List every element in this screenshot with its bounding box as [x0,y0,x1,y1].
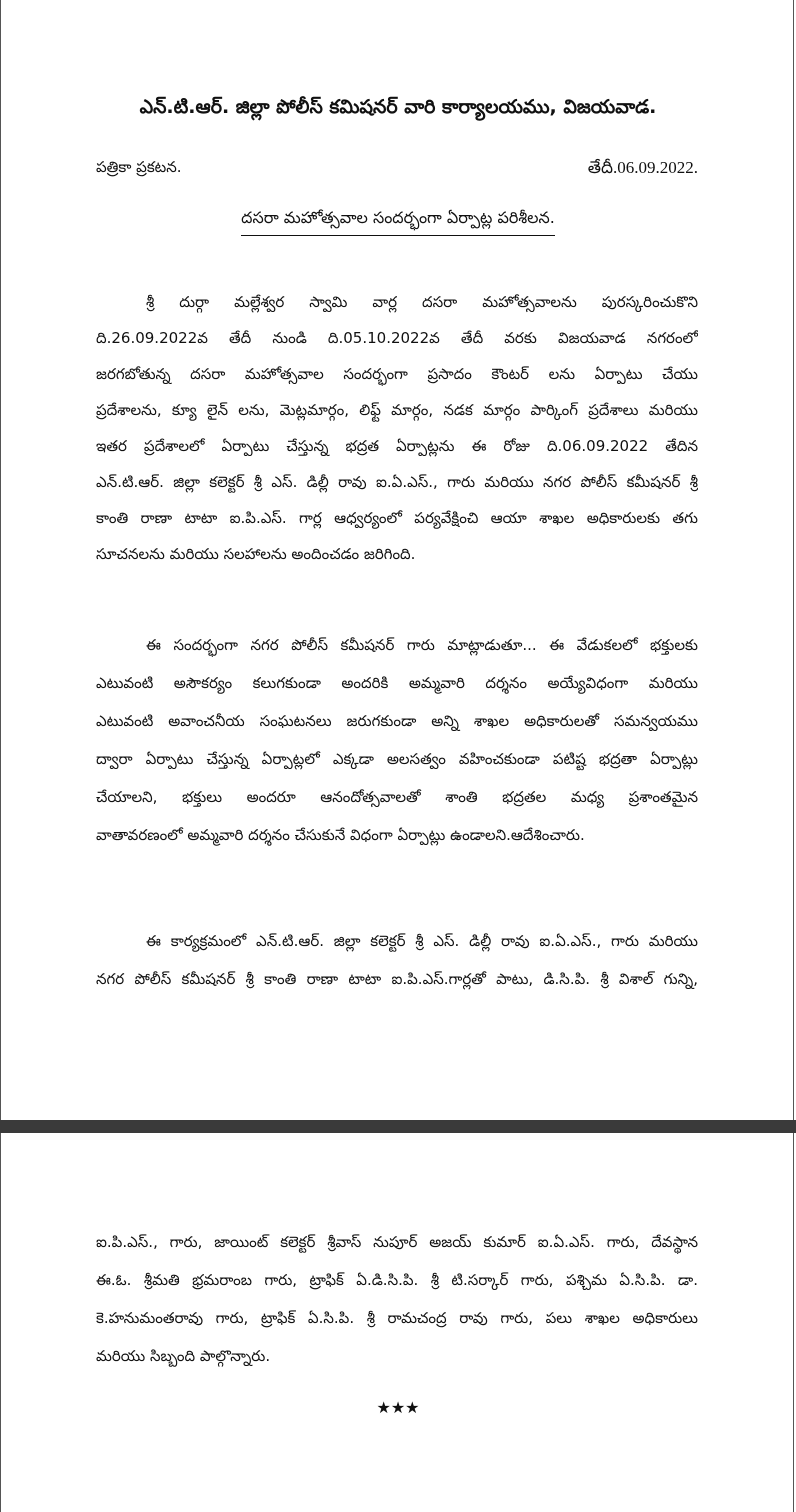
end-mark: ★★★ [376,1398,420,1417]
paragraph-line: మరియు సిబ్బంది పాల్గొన్నారు. [96,1347,271,1365]
paragraph-line: కె.హనుమంతరావు గారు, ట్రాఫిక్ ఏ.సి.పి. శ్రీ రామచంద్ర రావు గారు, పలు శాఖల అధికారులు [96,1309,698,1327]
paragraph-line: ఈ.ఓ. శ్రీమతి భ్రమరాంబ గారు, ట్రాఫిక్ ఏ.డి.సి.పి. శ్రీ టి.సర్కార్ గారు, పశ్చిమ ఏ.సి.పి. డా. [96,1271,698,1289]
paragraph-2 [96,626,698,854]
paragraph-4 [96,1223,698,1375]
paragraph-line: కాంతి రాణా టాటా ఐ.పి.ఎస్. గార్ల ఆధ్వర్యంలో పర్యవేక్షించి ఆయా శాఖల అధికారులకు తగు [96,509,698,527]
paragraph-line: ది.26.09.2022వ తేదీ నుండి ది.05.10.2022వ తేదీ వరకు విజయవాడ నగరంలో [96,329,698,347]
press-release-label: పత్రికా ప్రకటన. [96,158,182,176]
subject-heading: దసరా మహోత్సవాల సందర్భంగా ఏర్పాట్ల పరిశీలన. [241,208,555,236]
paragraph-line: సూచనలను మరియు సలహాలను అందించడం జరిగింది. [96,545,416,563]
page-separator [0,1120,796,1133]
paragraph-line: ఐ.పి.ఎస్., గారు, జాయింట్ కలెక్టర్ శ్రీవాస్ నుపూర్ అజయ్ కుమార్ ఐ.ఏ.ఎస్. గారు, దేవస్థాన [96,1233,698,1251]
paragraph-3 [96,922,698,998]
header-row [96,158,698,182]
document-title: ఎన్.టి.ఆర్. జిల్లా పోలీస్ కమిషనర్ వారి కార్యాలయము, విజయవాడ. [139,96,657,118]
paragraph-line: శ్రీ దుర్గా మల్లేశ్వర స్వామి వార్ల దసరా మహోత్సవాలను పురస్కరించుకొని [146,293,698,311]
paragraph-line: ఎన్.టి.ఆర్. జిల్లా కలెక్టర్ శ్రీ ఎస్. డిల్లీ రావు ఐ.ఏ.ఎస్., గారు మరియు నగర పోలీస్ కమీషనర్ శ్రీ [96,473,698,491]
subject-wrap [0,208,796,236]
paragraph-line: ఎటువంటి అసౌకర్యం కలుగకుండా అందరికి అమ్మవారి దర్శనం అయ్యేవిధంగా మరియు [96,674,698,692]
paragraph-line: ఇతర ప్రదేశాలలో ఏర్పాటు చేస్తున్న భద్రత ఏర్పాట్లను ఈ రోజు ది.06.09.2022 తేదిన [96,437,698,455]
paragraph-1 [96,284,698,572]
paragraph-line: ఎటువంటి అవాంచనీయ సంఘటనలు జరుగకుండా అన్ని శాఖల అధికారులతో సమన్వయము [96,712,698,730]
paragraph-line: ఈ కార్యక్రమంలో ఎన్.టి.ఆర్. జిల్లా కలెక్టర్ శ్రీ ఎస్. డిల్లీ రావు ఐ.ఏ.ఎస్., గారు మరియు [146,932,698,950]
paragraph-line: ఈ సందర్భంగా నగర పోలీస్ కమీషనర్ గారు మాట్లాడుతూ... ఈ వేడుకలలో భక్తులకు [146,636,698,654]
paragraph-line: వాతావరణంలో అమ్మవారి దర్శనం చేసుకునే విధంగా ఏర్పాట్లు ఉండాలని.ఆదేశించారు. [96,826,585,844]
paragraph-line: ప్రదేశాలను, క్యూ లైన్ లను, మెట్లమార్గం, లిఫ్ట్ మార్గం, నడక మార్గం పార్కింగ్ ప్రదేశాలు మరియు [96,401,698,419]
paragraph-line: నగర పోలీస్ కమీషనర్ శ్రీ కాంతి రాణా టాటా ఐ.పి.ఎస్.గార్లతో పాటు, డి.సి.పి. శ్రీ విశాల్ గున్ని, [96,970,698,988]
paragraph-line: చేయాలని, భక్తులు అందరూ ఆనందోత్సవాలతో శాంతి భద్రతల మధ్య ప్రశాంతమైన [96,788,698,806]
paragraph-line: ద్వారా ఏర్పాటు చేస్తున్న ఏర్పాట్లలో ఎక్కడా అలసత్వం వహించకుండా పటిష్ట భద్రతా ఏర్పాట్లు [96,750,698,768]
paragraph-line: జరగబోతున్న దసరా మహోత్సవాల సందర్భంగా ప్రసాదం కౌంటర్ లను ఏర్పాటు చేయు [96,365,698,383]
release-date: తేదీ.06.09.2022. [587,158,698,177]
